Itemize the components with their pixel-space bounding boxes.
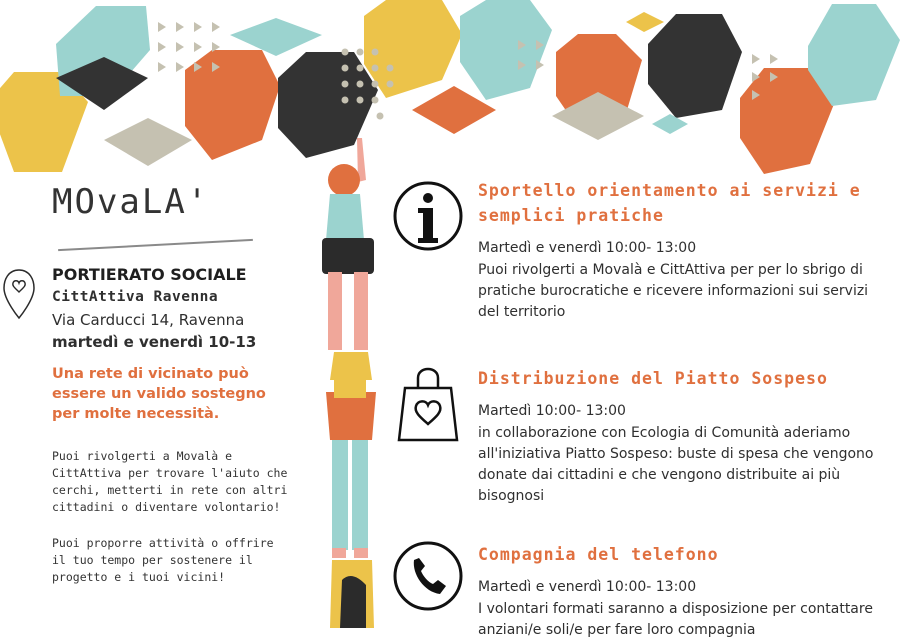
- service-hours-piatto-sospeso: Martedì 10:00- 13:00: [478, 403, 626, 419]
- people-tower-illustration: [322, 138, 376, 628]
- service-text-piatto-sospeso: in collaborazione con Ecologia di Comunità aderiamo all'iniziativa Piatto Sospeso: buste di spesa che vengono donate dai cittadini e che vengono distribuite ai più bisognosi: [478, 425, 874, 504]
- tagline: Una rete di vicinato può essere un valido sostegno per molte necessità.: [52, 366, 266, 422]
- location-title: PORTIERATO SOCIALE: [52, 265, 247, 284]
- location-hours: martedì e venerdì 10-13: [52, 333, 257, 351]
- location-org: CittAttiva Ravenna: [52, 289, 219, 305]
- volunteer-paragraph: Puoi proporre attività o offrire il tuo tempo per sostenere il progetto e i tuoi vicini!: [52, 536, 274, 584]
- location-pin-icon: [4, 270, 34, 318]
- service-title-piatto-sospeso: Distribuzione del Piatto Sospeso: [478, 369, 828, 388]
- service-title-sportello: Sportello orientamento ai servizi e semplici pratiche: [478, 181, 861, 225]
- service-text-telefono: I volontari formati saranno a disposizione per contattare anziani/e soli/e per fare loro compagnia: [478, 601, 873, 638]
- location-address: Via Carducci 14, Ravenna: [52, 311, 245, 329]
- service-hours-sportello: Martedì e venerdì 10:00- 13:00: [478, 240, 697, 256]
- shopping-bag-heart-icon: [399, 369, 457, 440]
- service-title-telefono: Compagnia del telefono: [478, 545, 719, 564]
- phone-icon: [395, 543, 461, 609]
- movala-logo: MOvaLA': [52, 182, 210, 222]
- intro-paragraph: Puoi rivolgerti a Movalà e CittAttiva per trovare l'aiuto che cerchi, metterti in rete con altri cittadini o diventare volontario!: [52, 449, 288, 514]
- service-text-sportello: Puoi rivolgerti a Movalà e CittAttiva per per lo sbrigo di pratiche burocratiche e ricevere informazioni sui servizi del territorio: [478, 262, 869, 320]
- service-hours-telefono: Martedì e venerdì 10:00- 13:00: [478, 579, 697, 595]
- info-icon: [395, 183, 461, 249]
